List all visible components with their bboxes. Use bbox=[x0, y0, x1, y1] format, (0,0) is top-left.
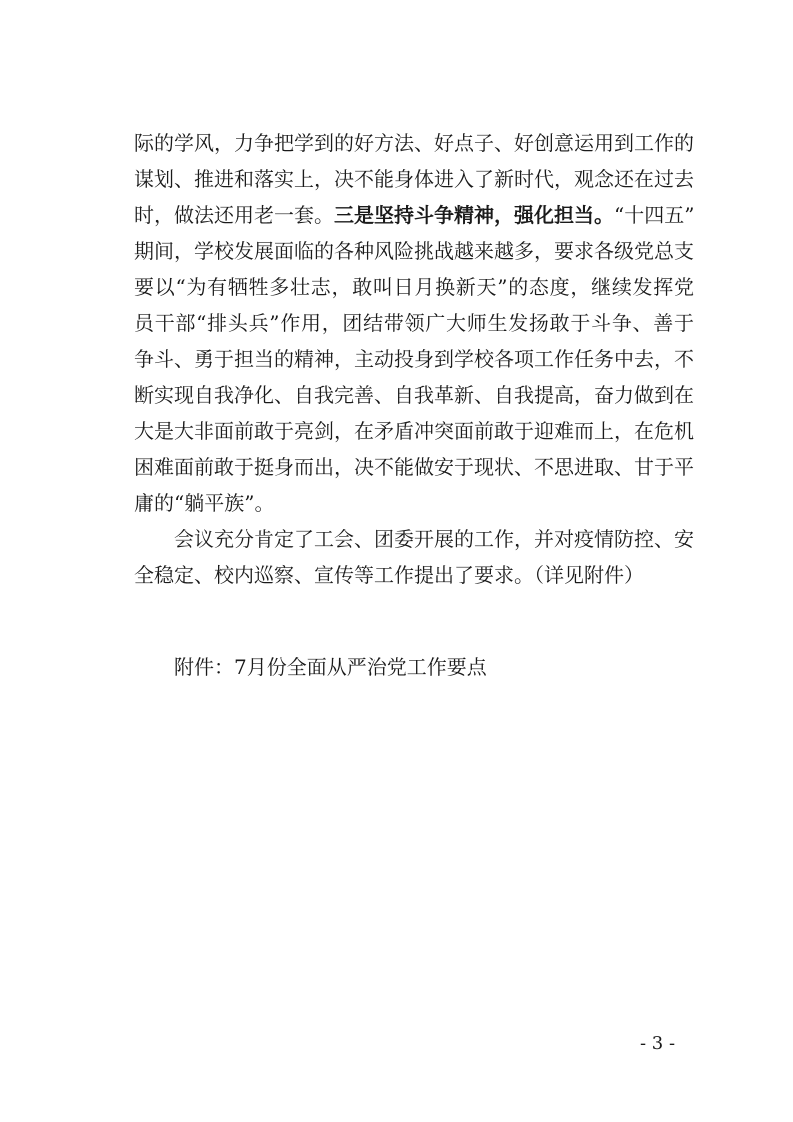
text-line: 断实现自我净化、自我完善、自我革新、自我提高，奋力做到在 bbox=[134, 383, 694, 407]
text-segment: 时，做法还用老一套。 bbox=[134, 203, 334, 227]
text-line: 要以“为有牺牲多壮志，敢叫日月换新天”的态度，继续发挥党 bbox=[134, 275, 694, 299]
body-text bbox=[134, 125, 694, 593]
text-line: 员干部“排头兵”作用，团结带领广大师生发扬敢于斗争、善于 bbox=[134, 311, 694, 335]
text-line-mixed bbox=[134, 197, 694, 233]
text-line: 大是大非面前敢于亮剑，在矛盾冲突面前敢于迎难而上，在危机 bbox=[134, 419, 694, 443]
text-line: 庸的“躺平族”。 bbox=[134, 491, 275, 515]
text-line: 际的学风，力争把学到的好方法、好点子、好创意运用到工作的 bbox=[134, 131, 694, 155]
text-segment: “十四五” bbox=[614, 203, 695, 227]
page-number: - 3 - bbox=[640, 1033, 676, 1054]
text-line: 会议充分肯定了工会、团委开展的工作，并对疫情防控、安 bbox=[174, 527, 694, 551]
attachment-note: 附件：7月份全面从严治党工作要点 bbox=[174, 655, 487, 679]
bold-heading-segment: 三是坚持斗争精神，强化担当。 bbox=[334, 203, 614, 227]
text-line: 困难面前敢于挺身而出，决不能做安于现状、不思进取、甘于平 bbox=[134, 455, 694, 479]
text-line: 全稳定、校内巡察、宣传等工作提出了要求。（详见附件） bbox=[134, 563, 644, 587]
text-line: 争斗、勇于担当的精神，主动投身到学校各项工作任务中去，不 bbox=[134, 347, 694, 371]
text-line: 谋划、推进和落实上，决不能身体进入了新时代，观念还在过去 bbox=[134, 167, 694, 191]
text-line: 期间，学校发展面临的各种风险挑战越来越多，要求各级党总支 bbox=[134, 239, 694, 263]
